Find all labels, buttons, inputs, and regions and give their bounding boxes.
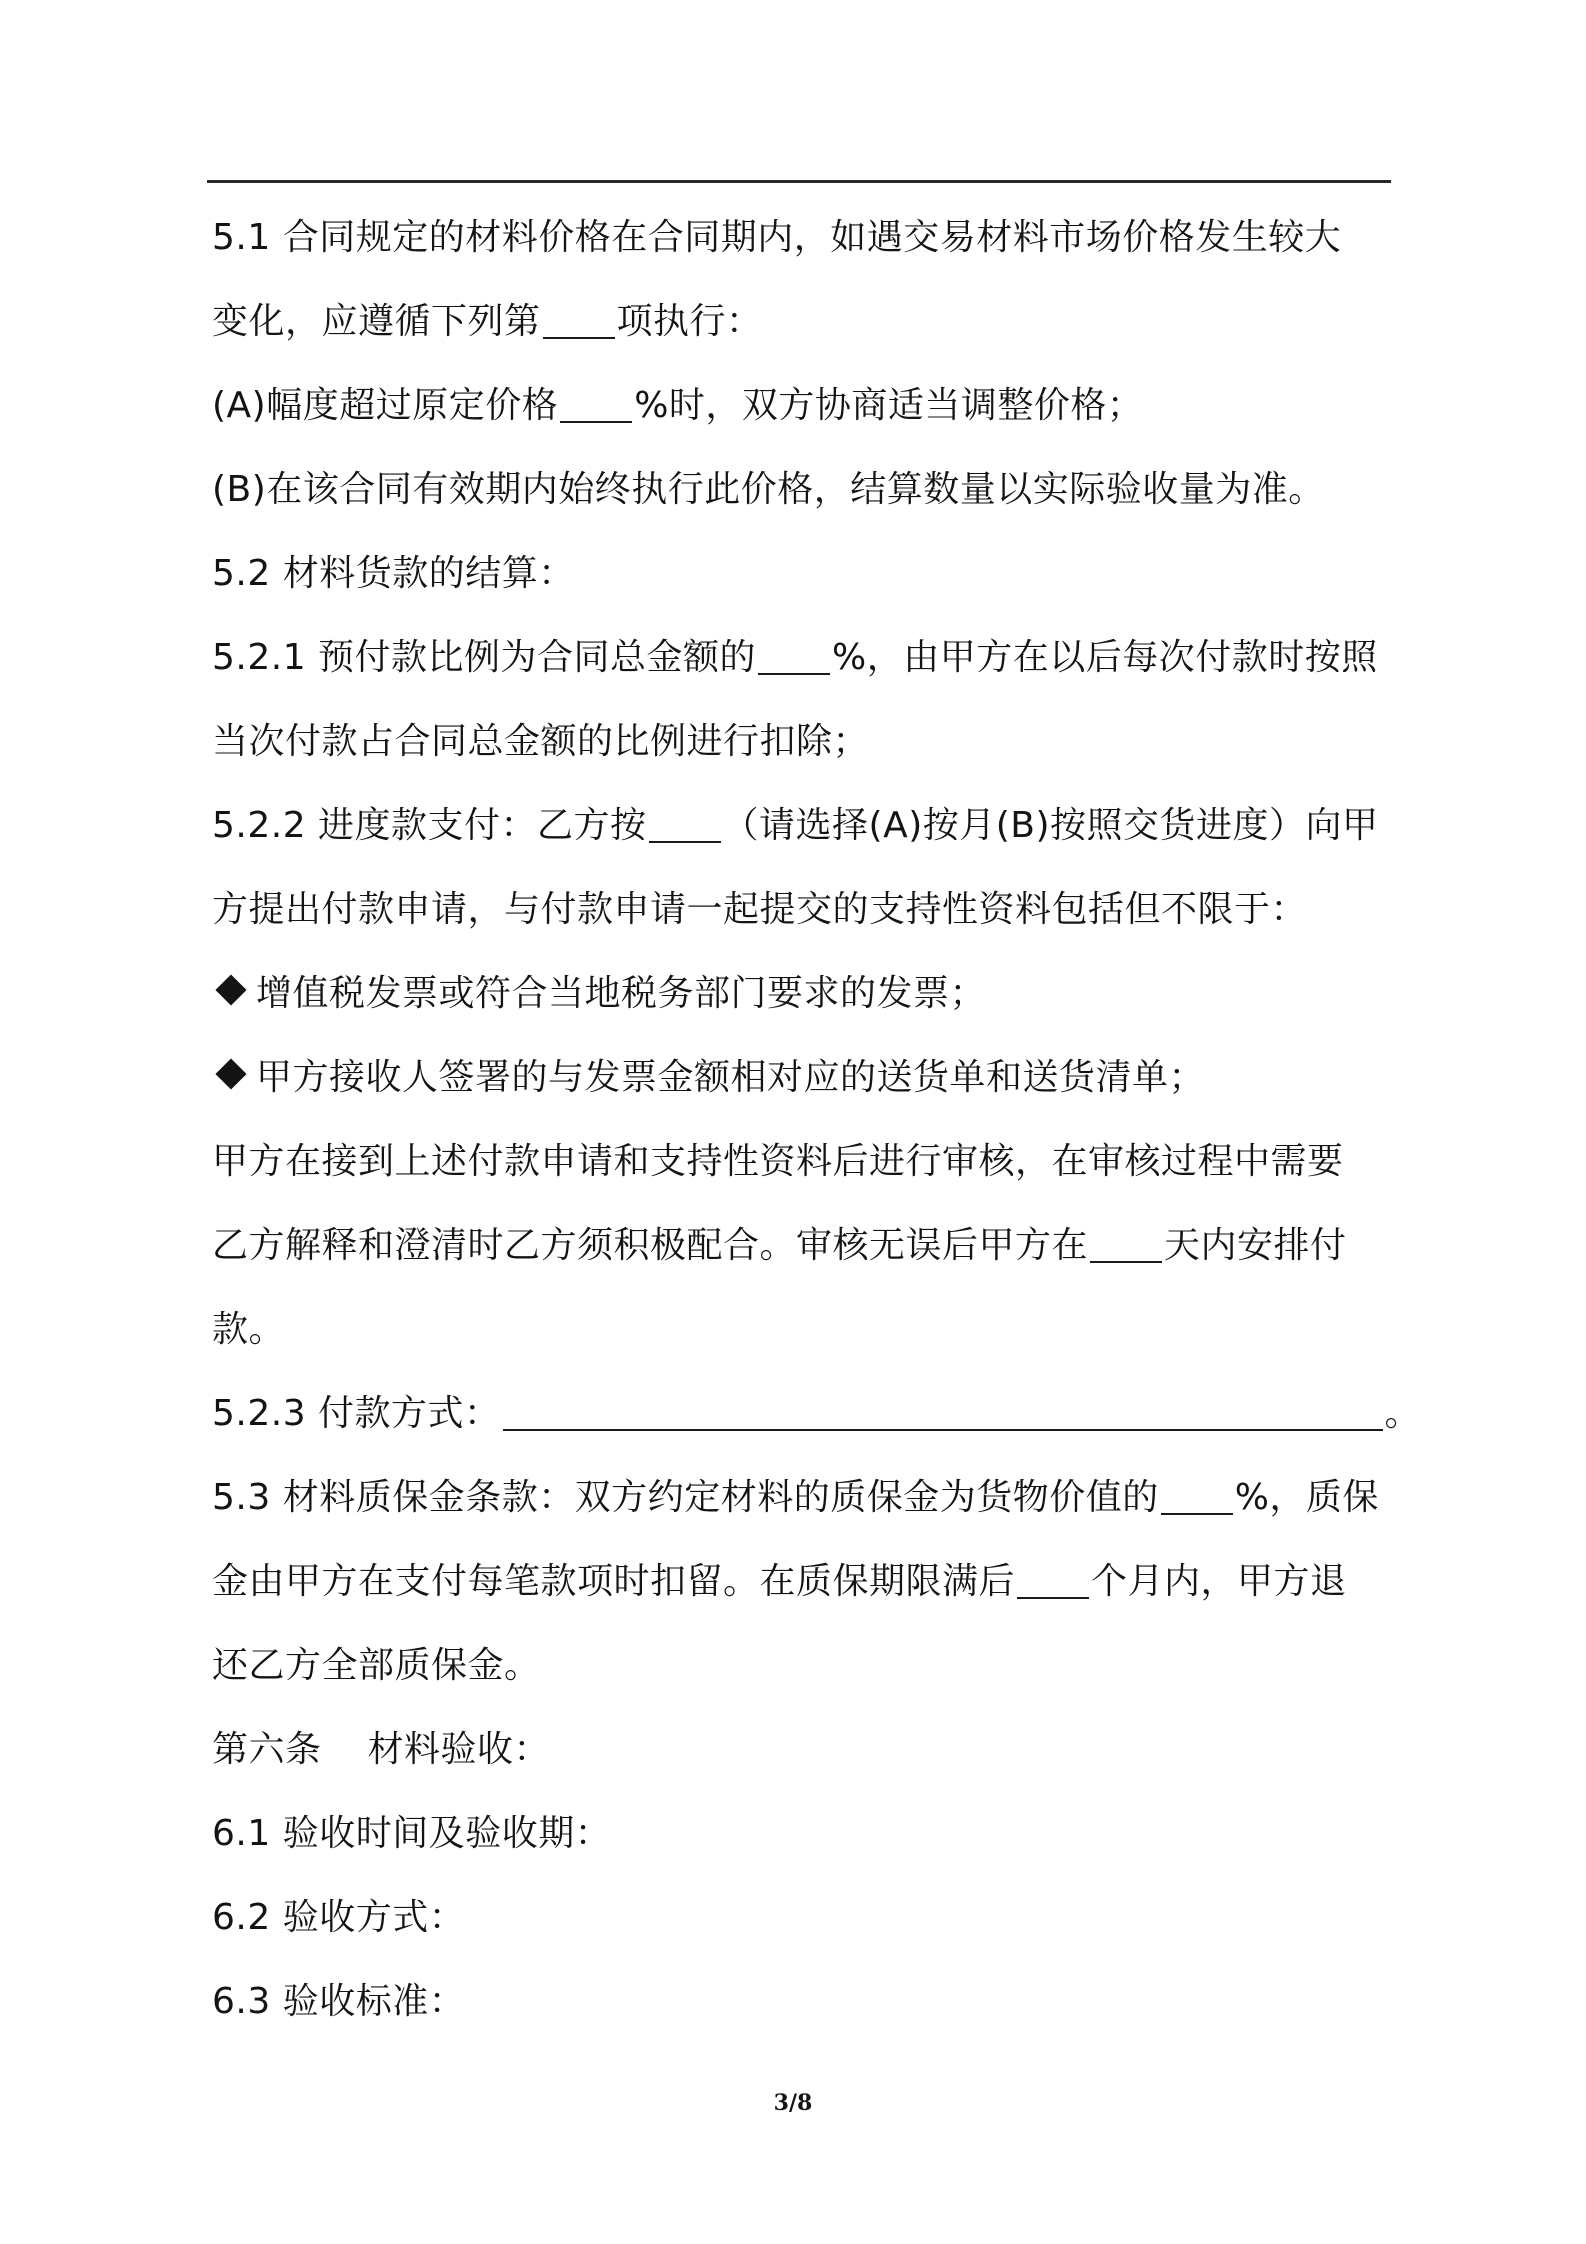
clause-6-3: 6.3 验收标准： (212, 1981, 466, 2022)
clause-6-1: 6.1 验收时间及验收期： (212, 1813, 612, 1854)
page-number: 3/8 (773, 2090, 813, 2116)
bullet-item-delivery: 甲方接收人签署的与发票金额相对应的送货单和送货清单； (212, 1054, 1392, 1102)
clause-5-1-option-b: (B)在该合同有效期内始终执行此价格，结算数量以实际验收量为准。 (212, 469, 1325, 510)
blank-field-option[interactable] (543, 301, 615, 339)
clause-5-3-line-3: 还乙方全部质保金。 (212, 1645, 541, 1686)
article-6-heading: 第六条 材料验收： (212, 1729, 551, 1770)
header-rule (207, 180, 1391, 183)
review-paragraph-line-3: 款。 (212, 1309, 286, 1350)
clause-5-1-line-1: 5.1 合同规定的材料价格在合同期内，如遇交易材料市场价格发生较大 (212, 217, 1342, 258)
clause-5-3-line-1: 5.3 材料质保金条款：双方约定材料的质保金为货物价值的 %，质保 (212, 1477, 1379, 1518)
clause-5-1-option-a: (A)幅度超过原定价格 %时，双方协商适当调整价格； (212, 385, 1144, 426)
review-paragraph-line-2: 乙方解释和澄清时乙方须积极配合。审核无误后甲方在 天内安排付 (212, 1225, 1347, 1266)
clause-5-2-1-line-2: 当次付款占合同总金额的比例进行扣除； (212, 721, 870, 762)
review-paragraph-line-1: 甲方在接到上述付款申请和支持性资料后进行审核，在审核过程中需要 (212, 1141, 1344, 1182)
blank-field-retention-percent[interactable] (1161, 1477, 1233, 1515)
clause-5-2-2-line-1: 5.2.2 进度款支付：乙方按 （请选择(A)按月(B)按照交货进度）向甲 (212, 805, 1379, 846)
clause-5-2-3: 5.2.3 付款方式： 。 (212, 1393, 1422, 1434)
clause-5-3-line-2: 金由甲方在支付每笔款项时扣留。在质保期限满后 个月内，甲方退 (212, 1561, 1347, 1602)
bullet-item-invoice: 增值税发票或符合当地税务部门要求的发票； (212, 970, 1392, 1018)
blank-field-payment-method[interactable] (503, 1393, 1383, 1431)
blank-field-progress-mode[interactable] (649, 805, 721, 843)
clause-6-2: 6.2 验收方式： (212, 1897, 466, 1938)
blank-field-months[interactable] (1017, 1561, 1089, 1599)
diamond-bullet-icon (215, 974, 246, 1005)
blank-field-percent[interactable] (560, 385, 632, 423)
diamond-bullet-icon (215, 1058, 246, 1089)
blank-field-prepayment[interactable] (758, 637, 830, 675)
blank-field-days[interactable] (1090, 1225, 1162, 1263)
clause-5-2-1-line-1: 5.2.1 预付款比例为合同总金额的 %，由甲方在以后每次付款时按照 (212, 637, 1378, 678)
clause-5-2-2-line-2: 方提出付款申请，与付款申请一起提交的支持性资料包括但不限于： (212, 889, 1308, 930)
clause-5-1-line-2: 变化，应遵循下列第 项执行： (212, 301, 763, 342)
clause-5-2-heading: 5.2 材料货款的结算： (212, 553, 575, 594)
